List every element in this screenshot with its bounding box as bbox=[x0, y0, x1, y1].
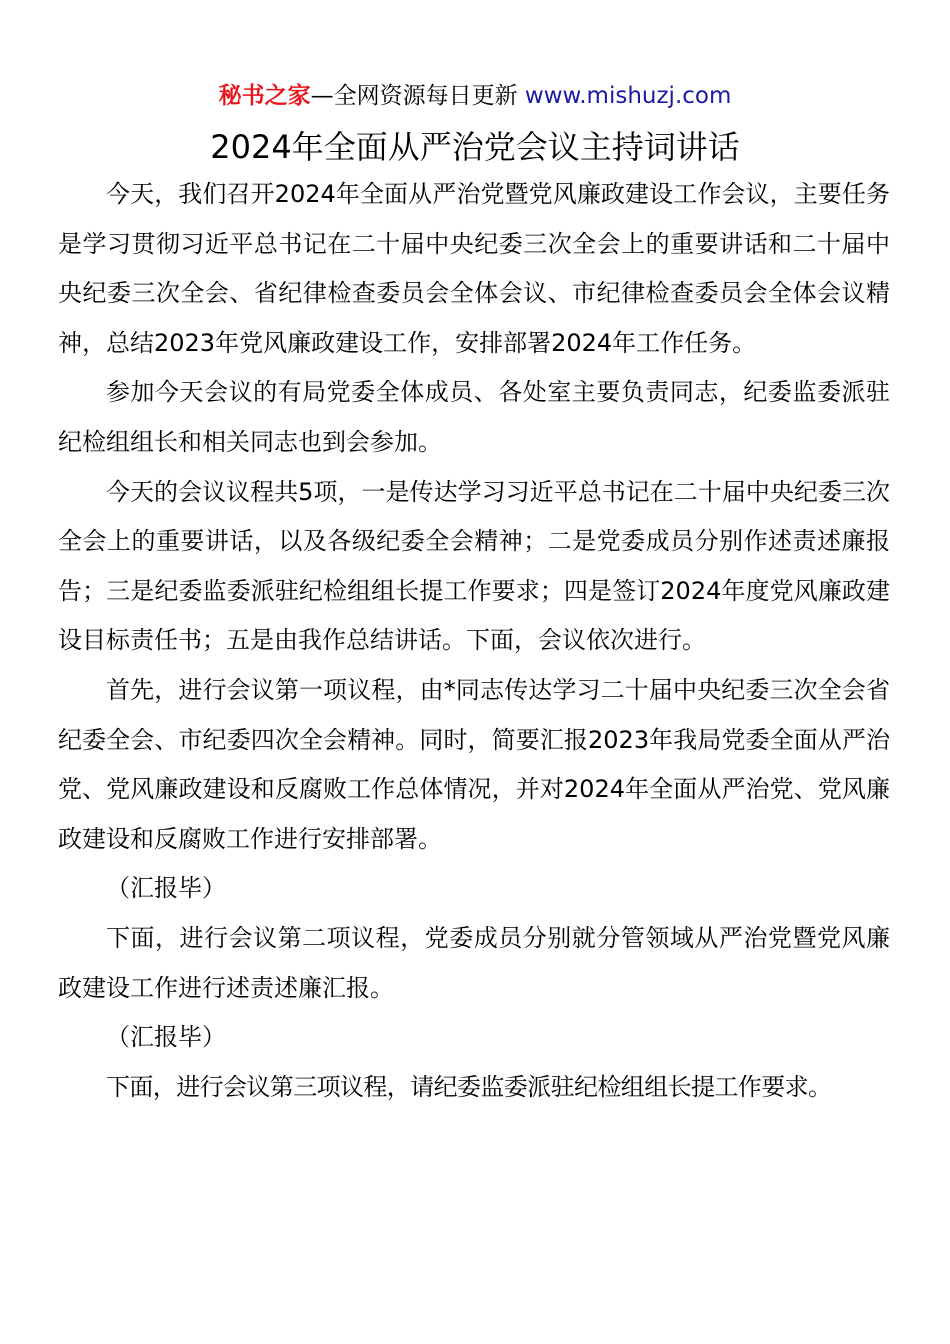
paragraph: 首先，进行会议第一项议程，由*同志传达学习二十届中央纪委三次全会省纪委全会、市纪委四次全会精神。同时，简要汇报2023年我局党委全面从严治党、党风廉政建设和反腐败工作总体情况，并对2024年全面从严治党、党风廉政建设和反腐败工作进行安排部署。 bbox=[58, 675, 890, 853]
header-tagline: —全网资源每日更新 bbox=[310, 83, 518, 109]
paragraph: 下面，进行会议第三项议程，请纪委监委派驻纪检组组长提工作要求。 bbox=[106, 1072, 832, 1101]
paragraph: 参加今天会议的有局党委全体成员、各处室主要负责同志，纪委监委派驻纪检组组长和相关同志也到会参加。 bbox=[58, 378, 890, 456]
brand-name: 秘书之家 bbox=[218, 83, 311, 109]
report-note: （汇报毕） bbox=[106, 1023, 226, 1052]
document-title: 2024年全面从严治党会议主持词讲话 bbox=[210, 128, 740, 166]
paragraph: 今天，我们召开2024年全面从严治党暨党风廉政建设工作会议，主要任务是学习贯彻习近平总书记在二十届中央纪委三次全会上的重要讲话和二十届中央纪委三次全会、省纪律检查委员会全体会议、市纪律检查委员会全体会议精神，总结2023年党风廉政建设工作，安排部署2024年工作任务。 bbox=[58, 180, 890, 357]
document-body bbox=[58, 170, 890, 1112]
site-url[interactable]: www.mishuzj.com bbox=[524, 83, 732, 109]
paragraph: 下面，进行会议第二项议程，党委成员分别就分管领域从严治党暨党风廉政建设工作进行述责述廉汇报。 bbox=[58, 923, 890, 1002]
site-header bbox=[0, 80, 950, 112]
paragraph: 今天的会议议程共5项，一是传达学习习近平总书记在二十届中央纪委三次全会上的重要讲话，以及各级纪委全会精神；二是党委成员分别作述责述廉报告；三是纪委监委派驻纪检组组长提工作要求；四是签订2024年度党风廉政建设目标责任书；五是由我作总结讲话。下面，会议依次进行。 bbox=[58, 477, 890, 655]
report-note: （汇报毕） bbox=[106, 874, 226, 903]
